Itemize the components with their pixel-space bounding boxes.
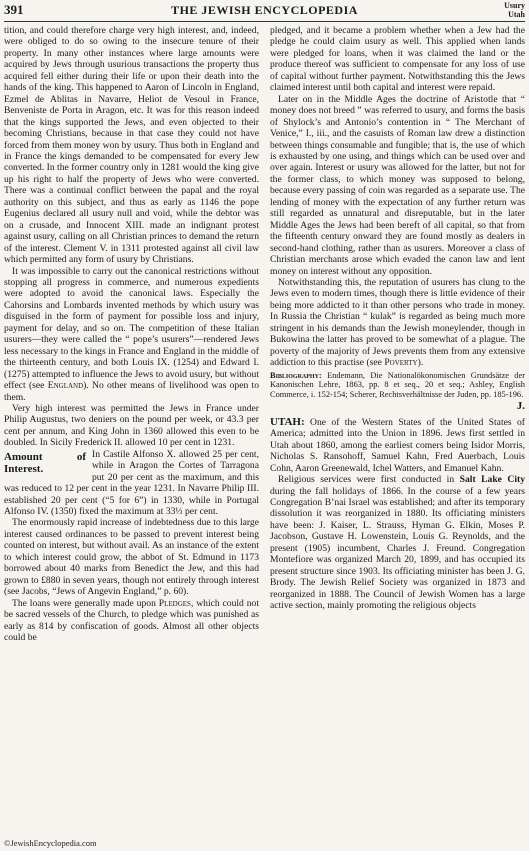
bibliography <box>270 371 525 400</box>
paragraph-text: , which could not be sacred vessels of the Church, to pledge which was punished as early as 814 by confiscation of goods. Almost all other objects could be <box>4 597 259 644</box>
footer-credit: ©JewishEncyclopedia.com <box>4 838 97 848</box>
bibliography-text: Endemann, Die Nationalökonomischen Grundsätze der Kanonischen Lehre, 1863, pp. 8 et seq., 20 et seq.; Ashley, English Commerce, i. 152-154; Scherer, Rechtsverhältnisse der Juden, pp. 185-196. <box>270 370 525 399</box>
paragraph <box>4 266 259 403</box>
paragraph <box>4 449 259 518</box>
right-column <box>270 25 525 612</box>
paragraph-text: Notwithstanding this, the reputation of usurers has clung to the Jews even to modern times, though there is little evidence of their being more addicted to it than other persons who trade in money. In Russia the Christian “ kulak” is regarded as being much more stringent in his demands than the Jewish moneylender, though in Bukowina the latter has proved to be somewhat of a plague. The poverty of the majority of Jews prevents them from any extensive addiction to this practise (see <box>270 276 525 369</box>
cross-reference-link[interactable]: England <box>47 380 84 392</box>
paragraph <box>270 277 525 369</box>
bibliography-label: Bibliography: <box>270 370 322 380</box>
page-number: 391 <box>4 2 24 17</box>
entry-heading: UTAH: <box>270 415 305 428</box>
left-column <box>4 25 259 643</box>
paragraph <box>270 474 525 611</box>
paragraph-text: One of the Western States of the United States of America; admitted into the Union in 1896. Jews first settled in Utah about 1860, among the earliest comers being Isidor Morris, Nicholas S. Ransohoff, Samuel Kahn, Fred Auerbach, Louis Cohn, Aaron Greenewald, Ichel Watters, and Emanuel Kahn. <box>270 416 525 474</box>
paragraph <box>4 598 259 644</box>
guide-words <box>504 1 525 19</box>
paragraph-text: ). <box>417 357 424 369</box>
paragraph: pledged, and it became a problem whether when a Jew had the pledge he could claim usury as well. This applied when lands were pledged for loans, when it was claimed the land or the produce thereof was sufficient to compensate for any loss of use of capital without further payment. Notwithstanding this the Jews claimed interest until both capital and interest were repaid. <box>270 25 525 94</box>
paragraph-text: Religious services were first conducted in <box>278 474 455 486</box>
paragraph: tition, and could therefore charge very high interest, and, indeed, were obliged to do so owing to the insecure tenure of their property. In many other instances where large amounts were acquired by Jews through usurious transactions the property thus acquired fell either during their life or upon their death into the hands of the king. This happened to Aaron of Lincoln in England, Ezmel de Ablitas in Navarre, Heliot de Vesoul in France, Benveniste de Porta in Aragon, etc. It was for this reason indeed that the kings supported the Jews, and even objected to their becoming Christians, because in that case they could not have forced from them money won by usury. Thus both in England and in France the kings demanded to be compensated for every Jew converted. In the former country only in 1281 would the king give up his right to half the property of Jews who were converted. There was a continual conflict between the papal and the royal authority on this subject, and thus as early as 1146 the pope Eugenius declared all usury null and void, while the debtor was on a crusade, and Innocent XIII. made an indignant protest against usury, calling on all Christian princes to demand the return of the interest. Clement V. in 1311 protested against all civil law which permitted any form of usury by Christians. <box>4 25 259 266</box>
author-signature: J. <box>516 400 525 413</box>
paragraph: Very high interest was permitted the Jews in France under Philip Augustus, two deniers on the pound per week, or 43.3 per cent per annum, and King John in 1360 allowed this even to be doubled. In Sicily Frederick II. allowed 10 per cent in 1231. <box>4 402 259 449</box>
cross-reference-link[interactable]: Poverty <box>384 357 418 369</box>
side-heading: Amount of Interest. <box>4 450 86 475</box>
page-header <box>0 0 529 22</box>
paragraph <box>270 417 525 474</box>
guide-word-bottom: Utah <box>508 10 525 19</box>
cross-reference-link[interactable]: Pledges <box>158 597 191 609</box>
header-rule <box>4 21 525 22</box>
paragraph-text: It was impossible to carry out the canonical restrictions without stopping all progress in commerce, and numerous expedients were adopted to avoid the canonical laws. Especially the Cahorsins and Lombards invented methods by which usury was disguised in the form of payment for possible loss and injury, payment for delay, and so on. The competition of these Italian usurers—they were called the “ pope’s usurers”—rendered Jews less necessary to the kings in France and England in the middle of the thirteenth century, and both Louis IX. (1254) and Edward I. (1275) attempted to influence the Jews to avoid usury, but without effect (see <box>4 265 259 392</box>
paragraph: The enormously rapid increase of indebtedness due to this large interest caused ordinances to be passed to prevent interest being counted on interest, but without avail. As an instance of the extent to which interest could grow, the abbot of St. Edmund in 1173 borrowed about 40 marks from Benedict the Jew, and this had grown to £880 in seven years, though not entirely through interest (see Jacobs, “Jews of Angevin England,” p. 60). <box>4 517 259 598</box>
running-title: THE JEWISH ENCYCLOPEDIA <box>171 3 358 17</box>
place-heading: Salt Lake City <box>459 474 525 486</box>
paragraph-text: The loans were generally made upon <box>12 597 156 609</box>
paragraph-text: ). No other means of livelihood was open to them. <box>4 380 260 403</box>
paragraph: Later on in the Middle Ages the doctrine of Aristotle that “ money does not breed ” was referred to usury, and forms the basis of Shylock’s and Antonio’s contention in “ The Merchant of Venice,” I., iii., and the casuists of Roman law drew a distinction between things consumable and fungible; that is, the use of which is exhausted by one using, and things which can be used over and over again. Interest or usury was allowed for the latter, but not for the former class, to which money was supposed to belong, because every passing of coin was regarded as a separate use. The lending of money with the expectation of any further return was still regarded as unnatural and disreputable, but in the later Middle Ages the Jews had been bereft of all capital, so that from the fifteenth century onward they are found mostly as dealers in second-hand clothing, rather than as usurers. Moreover a class of Christian merchants arose which evaded the canon law and lent money on interest without any opposition. <box>270 93 525 277</box>
paragraph-text: during the fall holidays of 1866. In the course of a few years Congregation B’nai Israel was established; and after its temporary dissolution it was reorganized in 1880. Its officiating ministers have been: J. Kaiser, L. Strauss, Hyman G. Elkin, Moses P. Jacobson, Gustave H. Lowenstein, Louis G. Reynolds, and the present (1905) incumbent, Charles J. Freund. Congregation Montefiore was organized March 20, 1899, and has occupied its present structure since 1903. Its officiating minister has been J. G. Brody. The Jewish Relief Society was organized in 1873 and reorganized in 1888. The Council of Jewish Women has a large active section, mainly promoting the religious objects <box>270 485 525 612</box>
guide-word-top: Usury <box>504 1 525 10</box>
paragraph-text: In Castile Alfonso X. allowed 25 per cent, while in Aragon the Cortes of Tarragona put 20 per cent as the maximum, and this was reduced to 12 per cent in the year 1231. In Navarre Philip III. established 20 per cent (“5 for 6”) in 1330, while in Portugal Alfonso IV. (1350) fixed the maximum at 33⅓ per cent. <box>4 448 259 518</box>
